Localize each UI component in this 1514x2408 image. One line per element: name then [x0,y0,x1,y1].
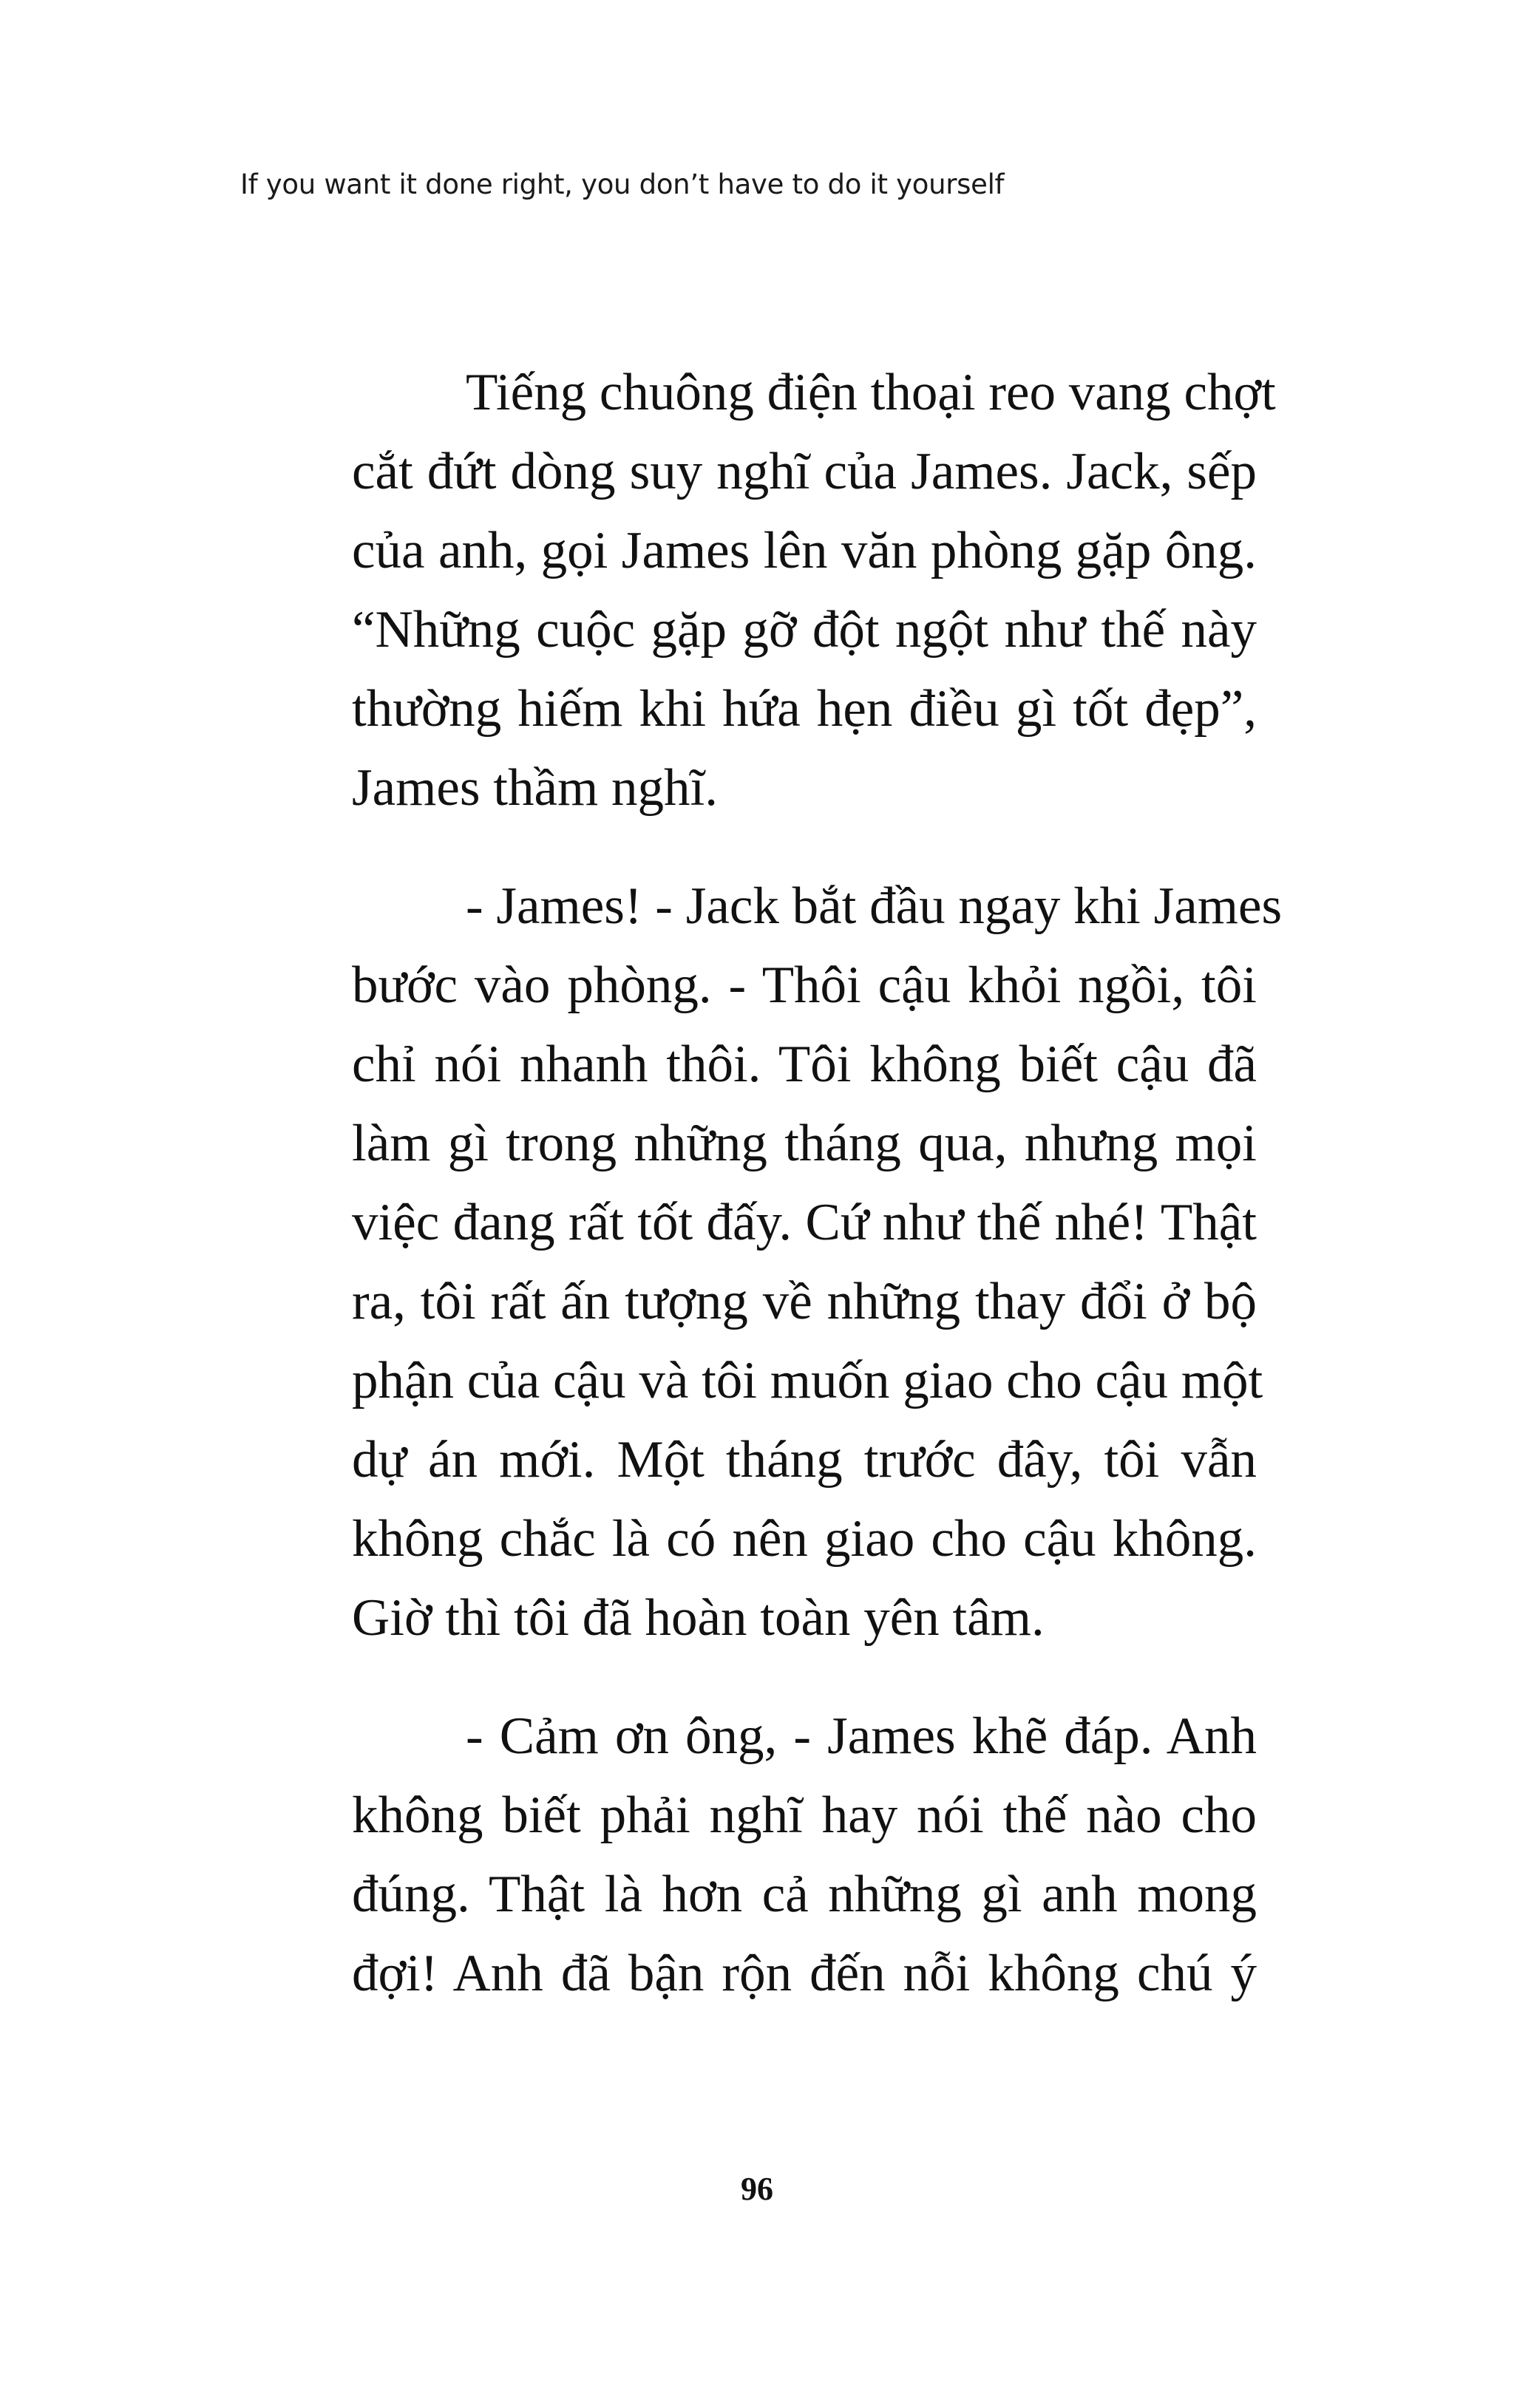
text-line: đúng. Thật là hơn cả những gì anh mong [352,1865,1257,1923]
text-line: không chắc là có nên giao cho cậu không. [352,1510,1257,1568]
text-line: - James! - Jack bắt đầu ngay khi James [466,877,1283,935]
text-line: James thầm nghĩ. [352,759,718,817]
text-line: - Cảm ơn ông, - James khẽ đáp. Anh [466,1707,1257,1765]
text-line: không biết phải nghĩ hay nói thế nào cho [352,1786,1257,1844]
text-line: việc đang rất tốt đấy. Cứ như thế nhé! Thật [352,1194,1257,1251]
text-line: dự án mới. Một tháng trước đây, tôi vẫn [352,1431,1257,1489]
text-line: làm gì trong những tháng qua, nhưng mọi [352,1115,1257,1172]
text-line: “Những cuộc gặp gỡ đột ngột như thế này [352,601,1257,659]
text-line: Giờ thì tôi đã hoàn toàn yên tâm. [352,1589,1045,1647]
paragraph-spacer [238,828,1257,867]
paragraph-spacer [238,1658,1257,1697]
text-line: đợi! Anh đã bận rộn đến nỗi không chú ý [352,1945,1257,2002]
text-line: cắt đứt dòng suy nghĩ của James. Jack, sếp [352,443,1257,500]
text-line: bước vào phòng. - Thôi cậu khỏi ngồi, tôi [352,956,1257,1014]
page-number: 96 [741,2171,773,2207]
text-line: ra, tôi rất ấn tượng về những thay đổi ở bộ [352,1273,1257,1330]
text-line: phận của cậu và tôi muốn giao cho cậu một [352,1352,1263,1409]
body-text [238,353,1283,2013]
text-line: của anh, gọi James lên văn phòng gặp ông. [352,522,1257,579]
paragraph-2 [238,867,1283,1658]
paragraph-1 [238,353,1276,828]
text-line: chỉ nói nhanh thôi. Tôi không biết cậu đã [352,1035,1257,1093]
text-line: thường hiếm khi hứa hẹn điều gì tốt đẹp”, [352,680,1257,738]
paragraph-3 [238,1697,1257,2013]
text-line: Tiếng chuông điện thoại reo vang chợt [466,364,1276,421]
running-header: If you want it done right, you don’t have to do it yourself [240,169,1005,200]
